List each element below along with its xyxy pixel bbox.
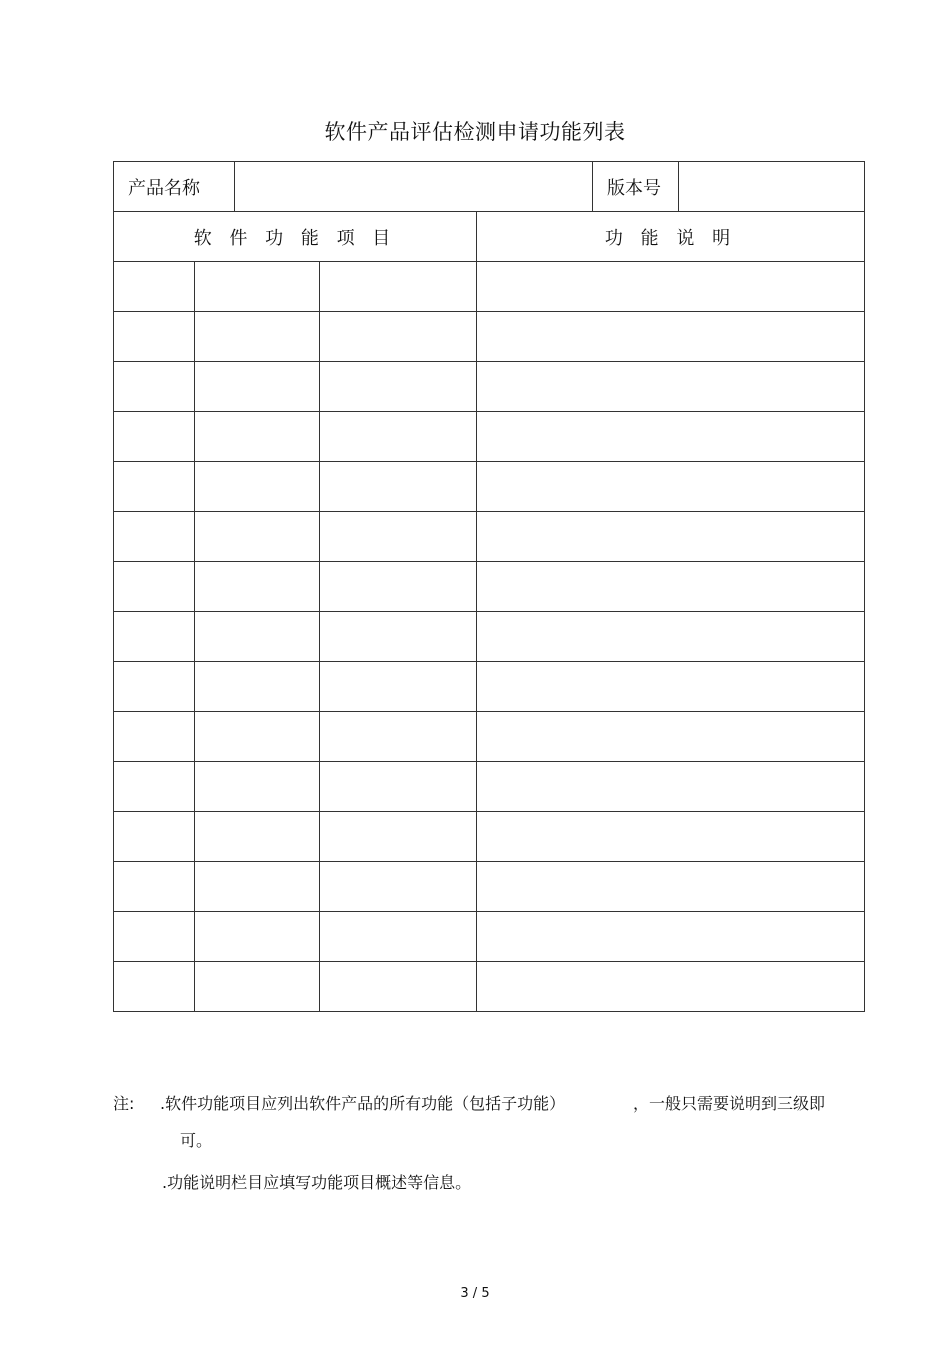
table-row xyxy=(114,362,865,412)
level-1-cell[interactable] xyxy=(114,712,195,762)
level-3-cell[interactable] xyxy=(320,312,477,362)
level-1-cell[interactable] xyxy=(114,462,195,512)
description-cell[interactable] xyxy=(477,662,865,712)
level-2-cell[interactable] xyxy=(195,312,320,362)
level-2-cell[interactable] xyxy=(195,962,320,1012)
description-cell[interactable] xyxy=(477,762,865,812)
level-1-cell[interactable] xyxy=(114,912,195,962)
table-row xyxy=(114,562,865,612)
note-1-continuation: 可。 xyxy=(180,1131,213,1150)
table-row xyxy=(114,462,865,512)
table-row xyxy=(114,662,865,712)
product-name-field[interactable] xyxy=(235,162,593,212)
table-row xyxy=(114,812,865,862)
level-3-cell[interactable] xyxy=(320,712,477,762)
note-1-part-2: ，一般只需要说明到三级即 xyxy=(633,1094,826,1113)
feature-list-table xyxy=(113,161,865,1012)
description-cell[interactable] xyxy=(477,862,865,912)
level-1-cell[interactable] xyxy=(114,262,195,312)
table-row xyxy=(114,312,865,362)
level-2-cell[interactable] xyxy=(195,462,320,512)
table-row xyxy=(114,862,865,912)
level-1-cell[interactable] xyxy=(114,862,195,912)
notes-prefix: 注: xyxy=(113,1094,135,1113)
level-1-cell[interactable] xyxy=(114,962,195,1012)
level-3-cell[interactable] xyxy=(320,962,477,1012)
description-column-header: 功 能 说 明 xyxy=(477,212,865,262)
table-row xyxy=(114,612,865,662)
description-cell[interactable] xyxy=(477,562,865,612)
description-cell[interactable] xyxy=(477,712,865,762)
level-3-cell[interactable] xyxy=(320,412,477,462)
level-3-cell[interactable] xyxy=(320,812,477,862)
description-cell[interactable] xyxy=(477,612,865,662)
header-row xyxy=(114,162,865,212)
level-3-cell[interactable] xyxy=(320,662,477,712)
table-row xyxy=(114,762,865,812)
level-2-cell[interactable] xyxy=(195,812,320,862)
table-row xyxy=(114,412,865,462)
level-3-cell[interactable] xyxy=(320,512,477,562)
level-1-cell[interactable] xyxy=(114,312,195,362)
level-2-cell[interactable] xyxy=(195,712,320,762)
description-cell[interactable] xyxy=(477,262,865,312)
level-1-cell[interactable] xyxy=(114,762,195,812)
version-label: 版本号 xyxy=(593,162,679,212)
level-2-cell[interactable] xyxy=(195,662,320,712)
level-2-cell[interactable] xyxy=(195,612,320,662)
description-cell[interactable] xyxy=(477,962,865,1012)
level-3-cell[interactable] xyxy=(320,762,477,812)
description-cell[interactable] xyxy=(477,362,865,412)
version-field[interactable] xyxy=(679,162,865,212)
note-2: .功能说明栏目应填写功能项目概述等信息。 xyxy=(162,1173,472,1192)
features-column-header: 软 件 功 能 项 目 xyxy=(114,212,477,262)
level-1-cell[interactable] xyxy=(114,512,195,562)
description-cell[interactable] xyxy=(477,462,865,512)
level-3-cell[interactable] xyxy=(320,862,477,912)
description-cell[interactable] xyxy=(477,812,865,862)
level-1-cell[interactable] xyxy=(114,412,195,462)
level-3-cell[interactable] xyxy=(320,362,477,412)
level-2-cell[interactable] xyxy=(195,762,320,812)
level-3-cell[interactable] xyxy=(320,262,477,312)
table-row xyxy=(114,712,865,762)
product-name-label: 产品名称 xyxy=(114,162,235,212)
level-2-cell[interactable] xyxy=(195,562,320,612)
level-3-cell[interactable] xyxy=(320,612,477,662)
level-2-cell[interactable] xyxy=(195,412,320,462)
level-1-cell[interactable] xyxy=(114,812,195,862)
level-2-cell[interactable] xyxy=(195,512,320,562)
level-2-cell[interactable] xyxy=(195,262,320,312)
level-3-cell[interactable] xyxy=(320,912,477,962)
description-cell[interactable] xyxy=(477,512,865,562)
description-cell[interactable] xyxy=(477,312,865,362)
page-title: 软件产品评估检测申请功能列表 xyxy=(324,120,626,144)
level-1-cell[interactable] xyxy=(114,662,195,712)
level-1-cell[interactable] xyxy=(114,362,195,412)
level-1-cell[interactable] xyxy=(114,612,195,662)
level-3-cell[interactable] xyxy=(320,462,477,512)
table-row xyxy=(114,512,865,562)
note-1-part-1: .软件功能项目应列出软件产品的所有功能（包括子功能） xyxy=(160,1094,566,1113)
table-row xyxy=(114,912,865,962)
level-2-cell[interactable] xyxy=(195,362,320,412)
description-cell[interactable] xyxy=(477,912,865,962)
column-header-row xyxy=(114,212,865,262)
page-number: 3 / 5 xyxy=(460,1286,490,1301)
level-2-cell[interactable] xyxy=(195,912,320,962)
level-2-cell[interactable] xyxy=(195,862,320,912)
level-3-cell[interactable] xyxy=(320,562,477,612)
table-row xyxy=(114,962,865,1012)
description-cell[interactable] xyxy=(477,412,865,462)
level-1-cell[interactable] xyxy=(114,562,195,612)
table-row xyxy=(114,262,865,312)
